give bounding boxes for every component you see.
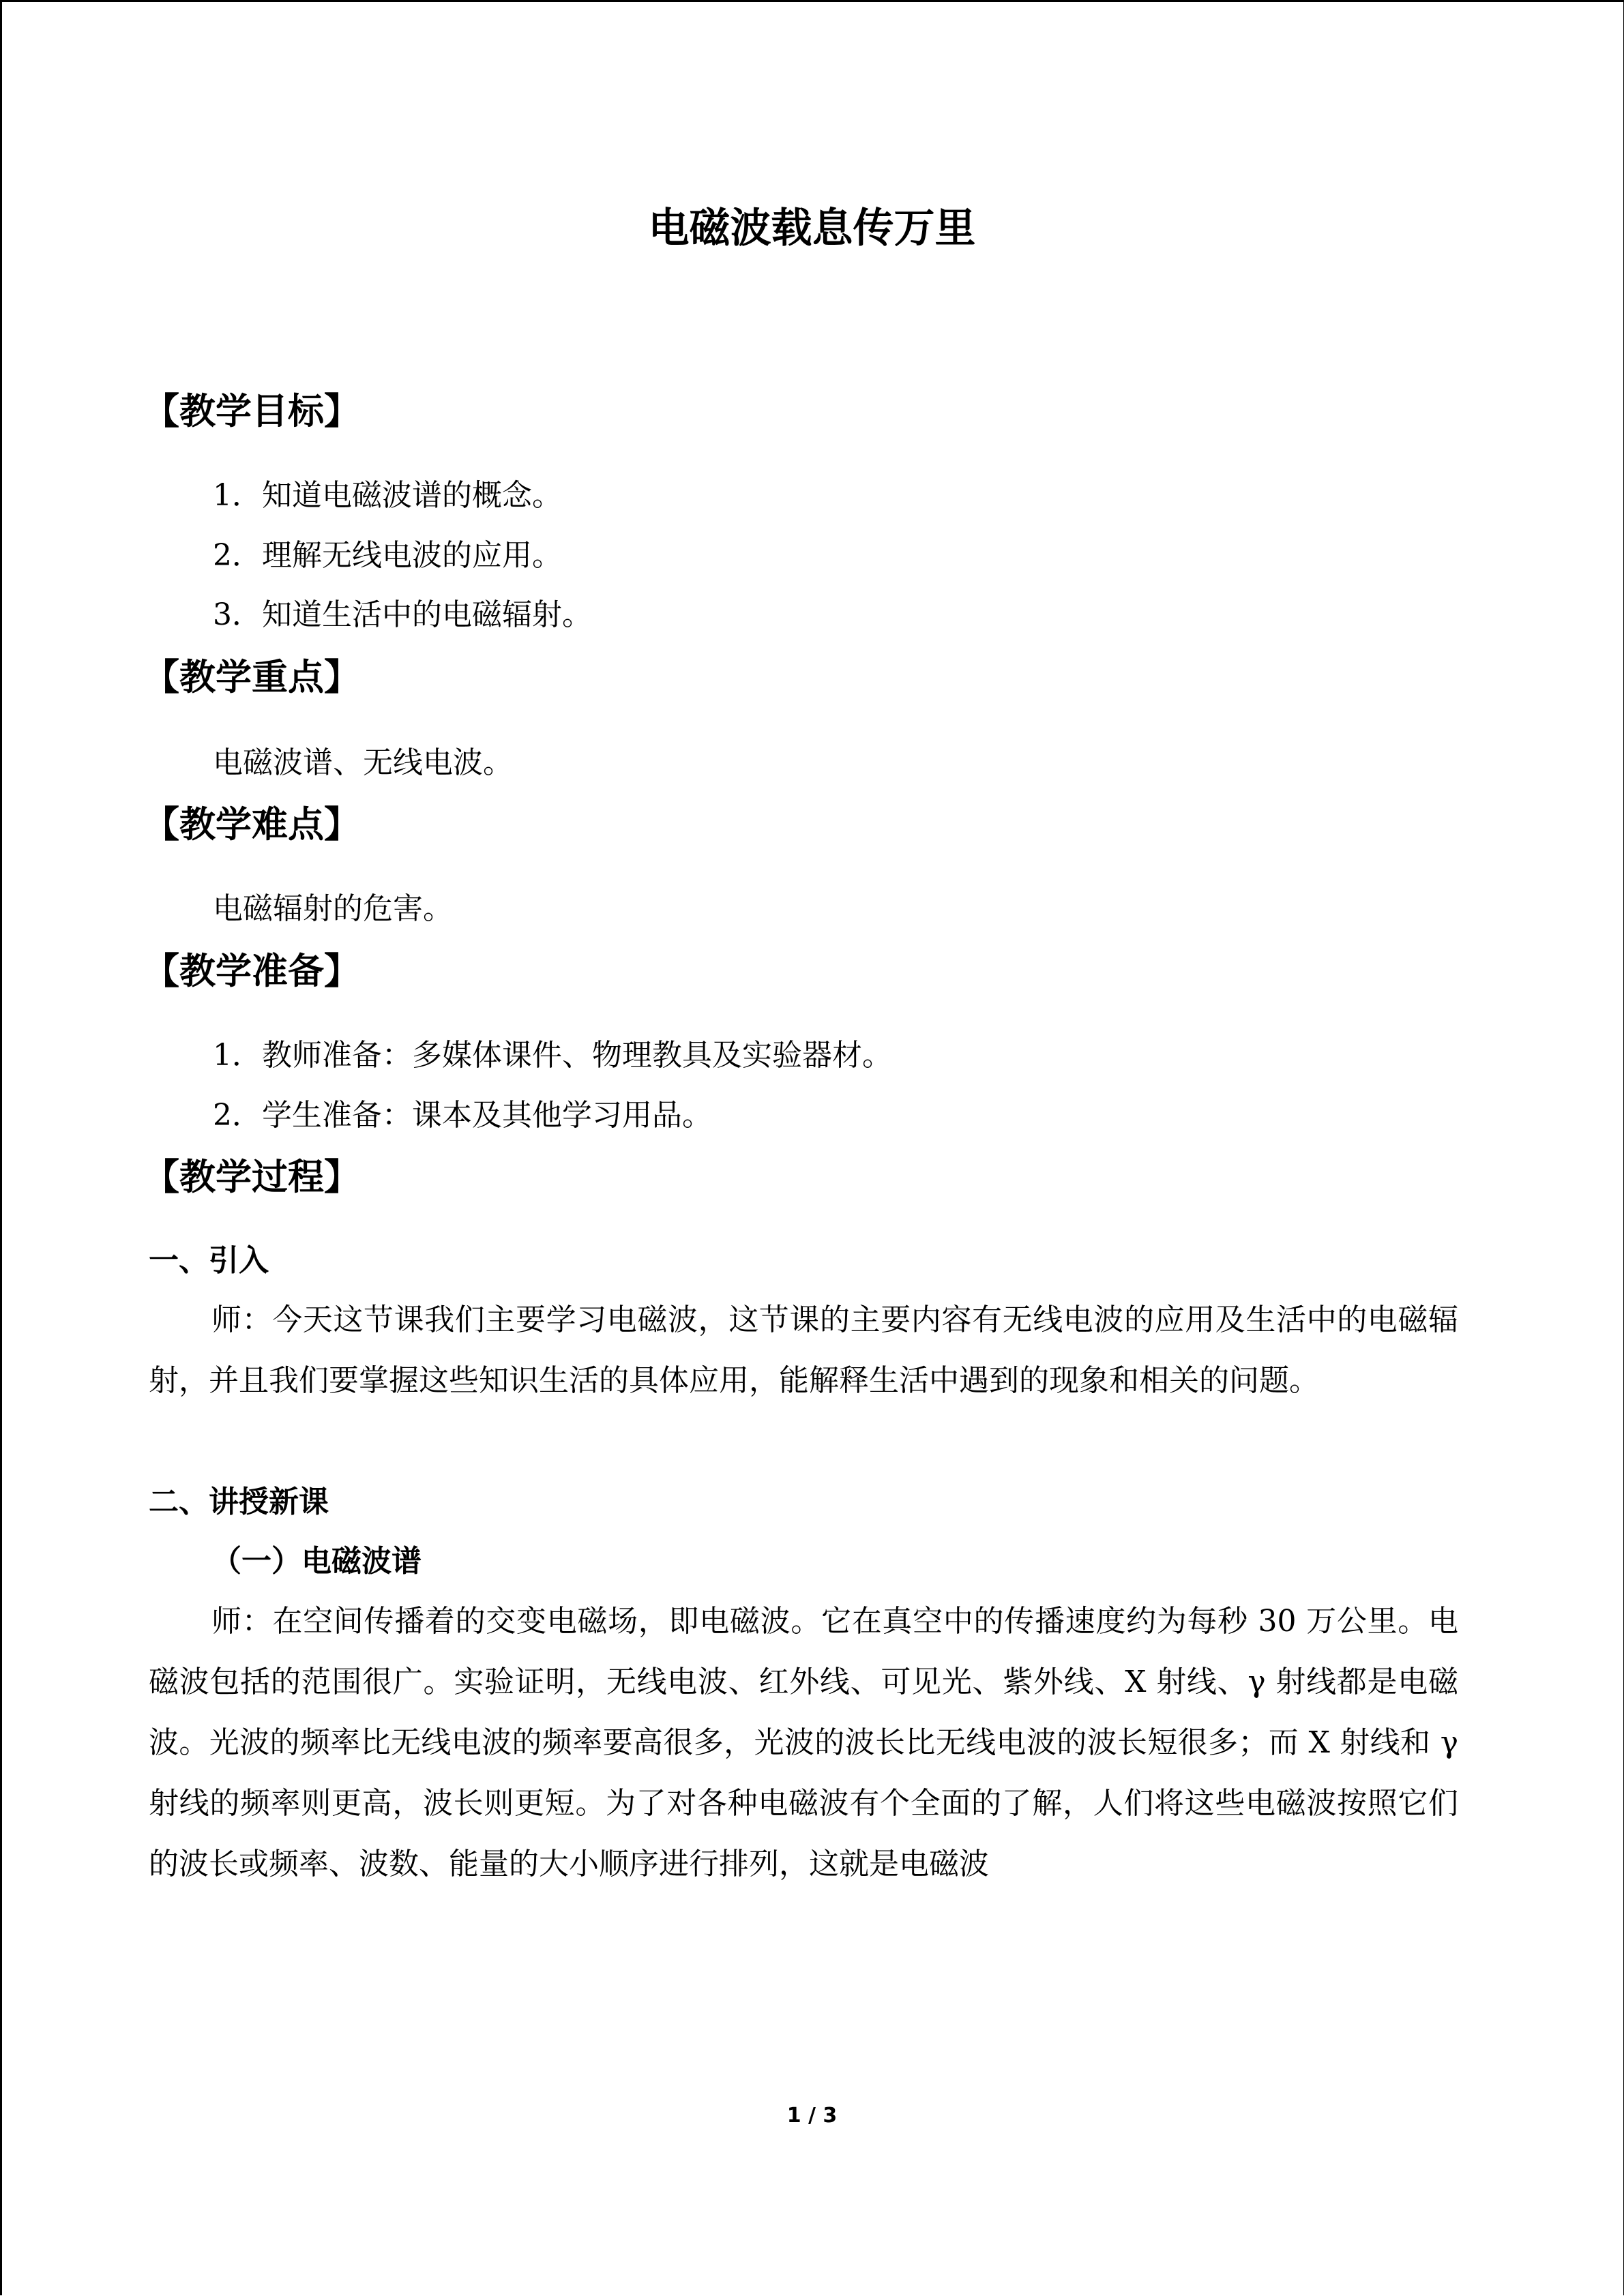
process-part1-title: 一、引入 <box>149 1243 269 1278</box>
process-part1-text: 师：今天这节课我们主要学习电磁波，这节课的主要内容有无线电波的应用及生活中的电磁辐射，并且我们要掌握这些知识生活的具体应用，能解释生活中遇到的现象和相关的问题。 <box>149 1302 1458 1398</box>
objective-item-3: 3．知道生活中的电磁辐射。 <box>213 597 592 632</box>
process-part2-title: 二、讲授新课 <box>149 1485 329 1519</box>
objective-item-1: 1．知道电磁波谱的概念。 <box>213 478 562 513</box>
process-part2-text: 师：在空间传播着的交变电磁场，即电磁波。它在真空中的传播速度约为每秒 30 万公里。电磁波包括的范围很广。实验证明，无线电波、红外线、可见光、紫外线、X 射线、γ 射线都是电磁波。光波的频率比无线电波的频率要高很多，光波的波长比无线电波的波长短很多；而 X 射线和 γ 射线的频率则更高，波长则更短。为了对各种电磁波有个全面的了解，人们将这些电磁波按照它们的波长或频率、波数、能量的大小顺序进行排列，这就是电磁波 <box>149 1604 1458 1881</box>
process-part2-subtitle: （一）电磁波谱 <box>211 1544 422 1579</box>
document-title: 电磁波载息传万里 <box>648 205 976 252</box>
preparation-item-2: 2．学生准备：课本及其他学习用品。 <box>213 1098 712 1133</box>
heading-preparation: 【教学准备】 <box>143 951 360 992</box>
heading-key-points: 【教学重点】 <box>143 657 360 698</box>
heading-process: 【教学过程】 <box>143 1157 360 1198</box>
difficulties-text: 电磁辐射的危害。 <box>213 891 453 926</box>
key-points-text: 电磁波谱、无线电波。 <box>213 745 513 780</box>
heading-difficulties: 【教学难点】 <box>143 804 360 846</box>
objective-item-2: 2．理解无线电波的应用。 <box>213 538 562 573</box>
preparation-item-1: 1．教师准备：多媒体课件、物理教具及实验器材。 <box>213 1038 892 1073</box>
page-number: 1 / 3 <box>786 2104 838 2128</box>
heading-objectives: 【教学目标】 <box>143 391 360 432</box>
